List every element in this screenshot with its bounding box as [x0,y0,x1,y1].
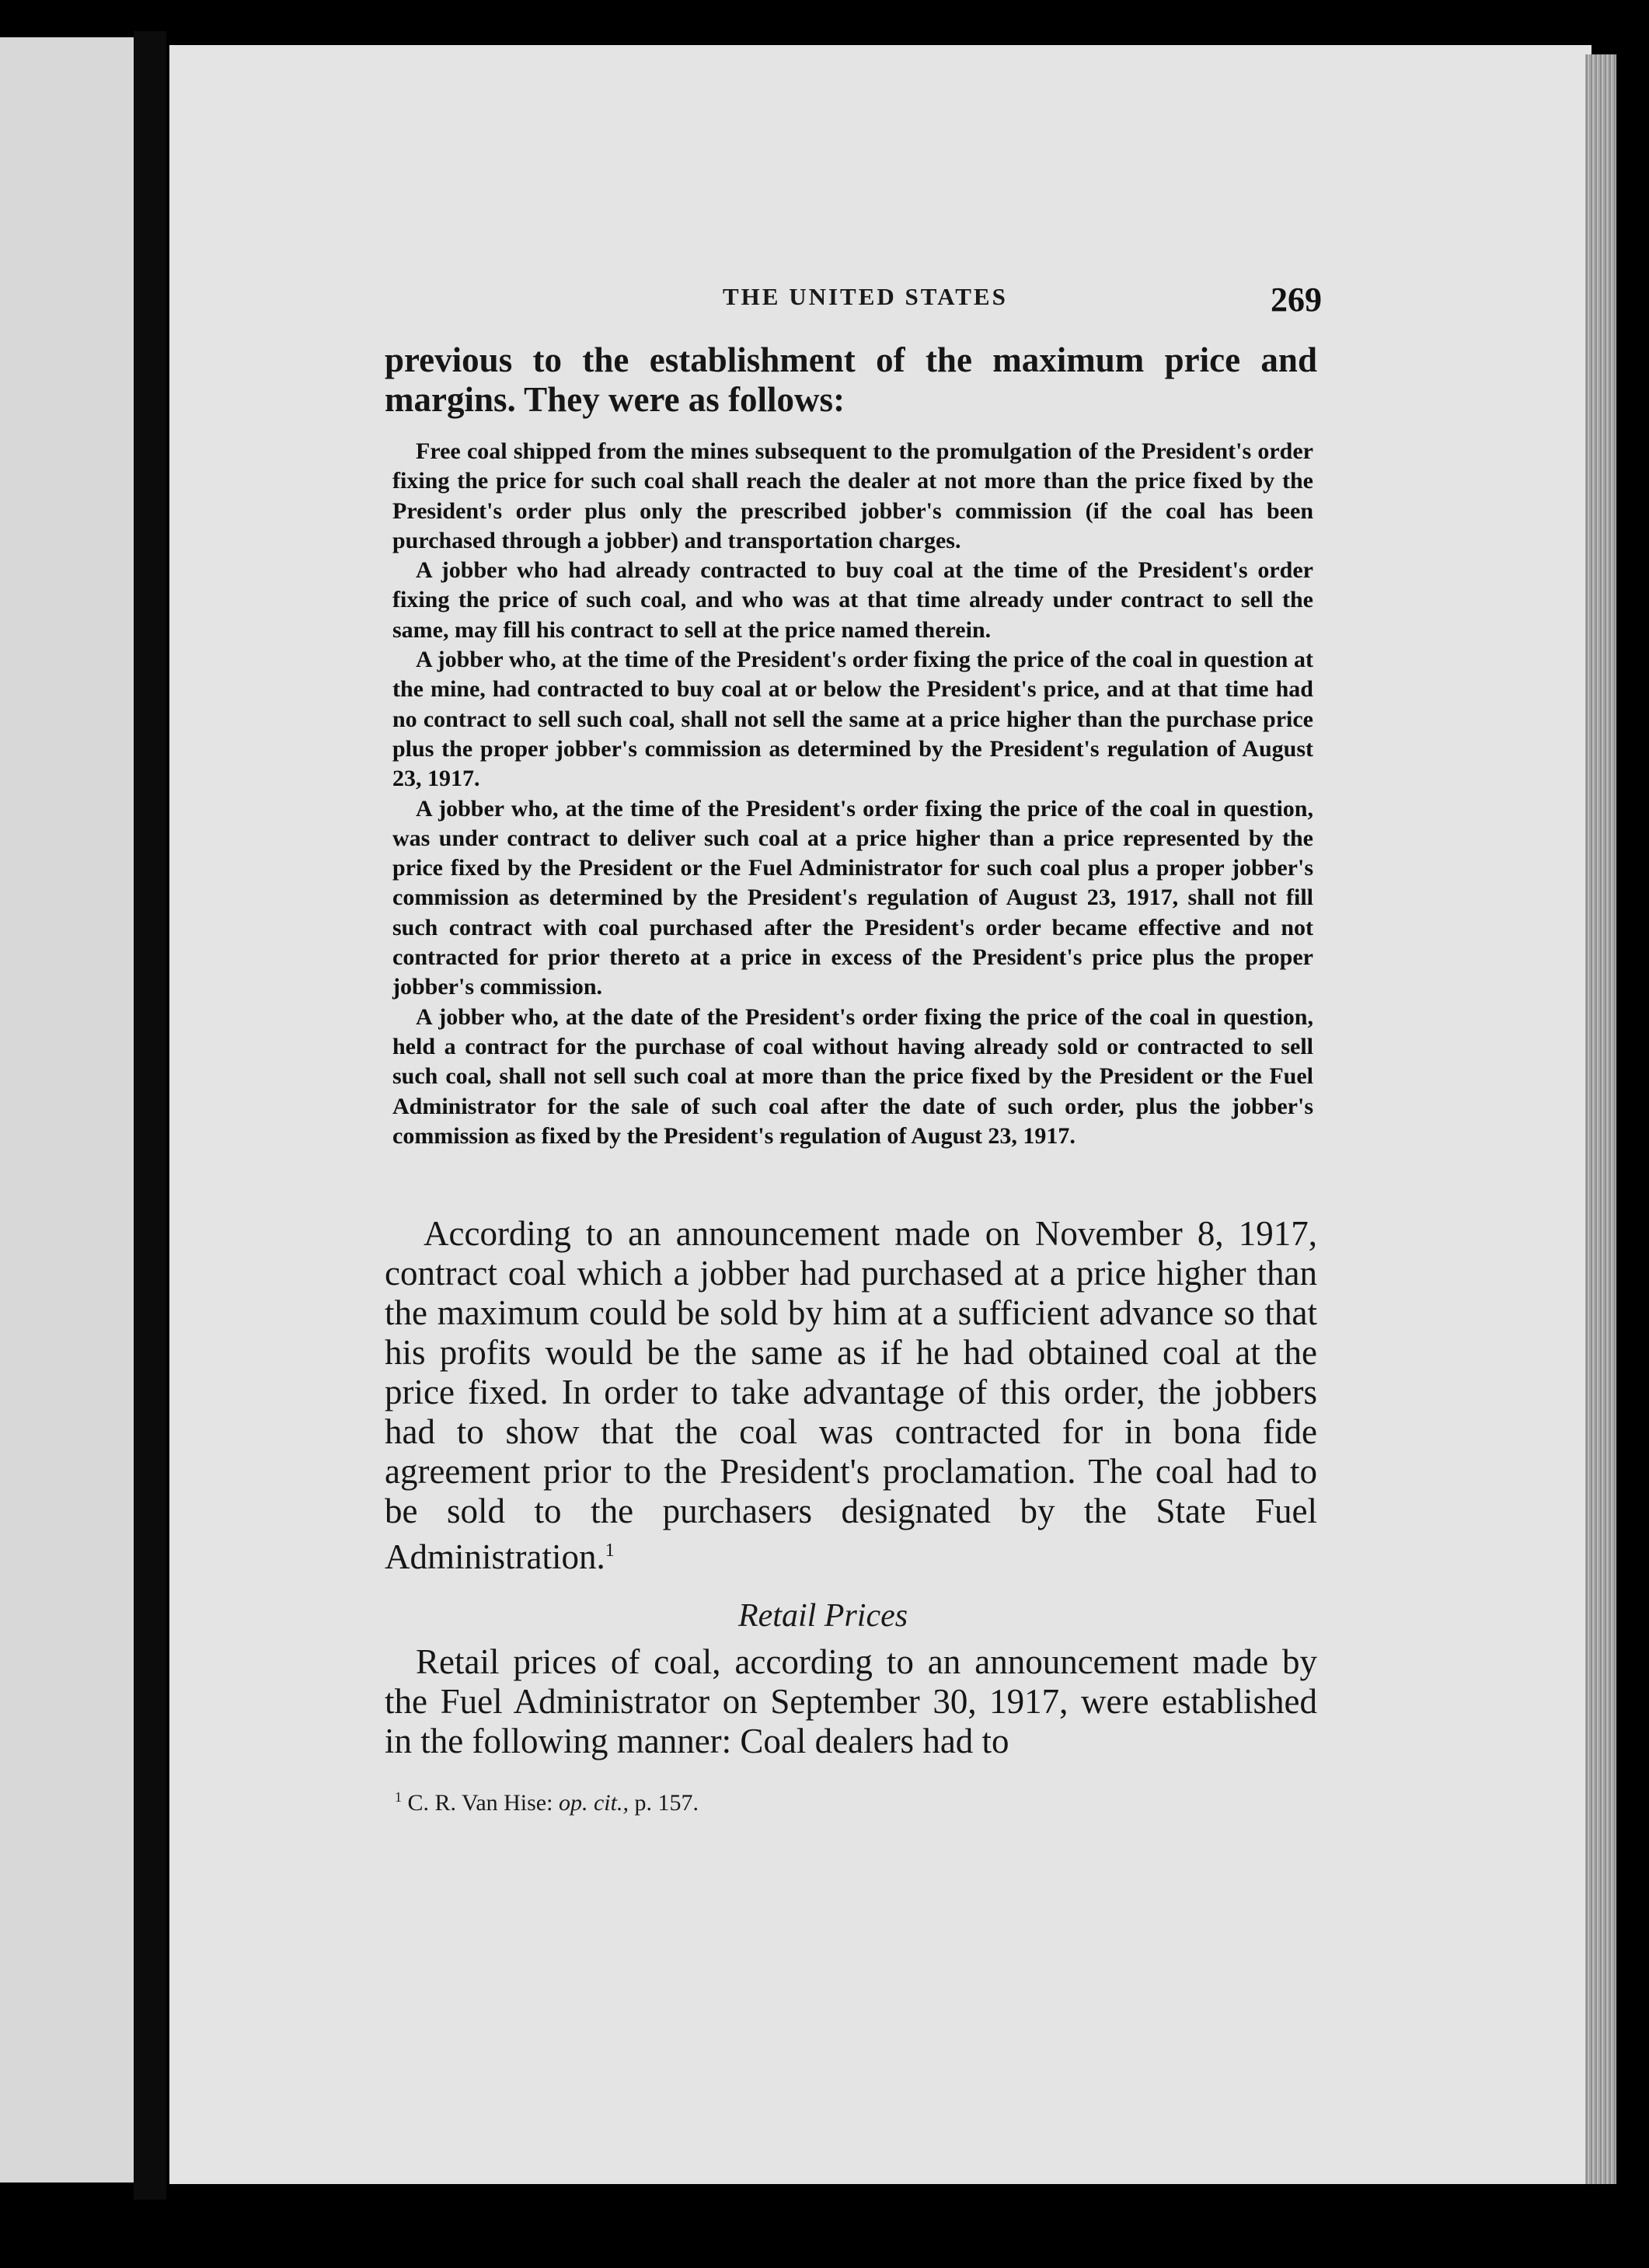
regulation-paragraph: A jobber who, at the time of the President's order fixing the price of the coal in question, was under contract to deliver such coal at a price higher than a price represented by the price fixed by the President or the Fuel Administrator for such coal plus a proper jobber's commission as determined by the President's regulation of August 23, 1917, shall not fill such contract with coal purchased after the President's order became effective and not contracted for prior thereto at a price in excess of the President's price plus the proper jobber's commission. [392,795,1313,1000]
regulation-paragraph: A jobber who, at the time of the President's order fixing the price of the coal in question at the mine, had contracted to buy coal at or below the President's price, and at that time had no contract to sell such coal, shall not sell the same at a price higher than the purchase price plus the proper jobber's commission as determined by the President's regulation of August 23, 1917. [392,647,1313,792]
facing-page [0,37,155,2183]
running-head: THE UNITED STATES [723,283,1008,310]
footnote-page: p. 157. [634,1790,699,1816]
footnote-author: C. R. Van Hise: [407,1790,553,1816]
regulation-paragraph: A jobber who, at the date of the President's order fixing the price of the coal in question, held a contract for the purchase of coal without having already sold or contracted to sell such coal, shall not sell such coal at more than the price fixed by the President or the Fuel Administrator for the sale of such coal after the date of such order, plus the jobber's commission as fixed by the President's regulation of August 23, 1917. [392,1003,1313,1149]
intro-paragraph: previous to the establishment of the maximum price and margins. They were as follows: [385,340,1317,419]
regulation-paragraph: Free coal shipped from the mines subsequent to the promulgation of the President's order fixing the price for such coal shall reach the dealer at not more than the price fixed by the President's order plus only the prescribed jobber's commission (if the coal has been purchased through a jobber) and transportation charges. [392,438,1313,553]
footnote-reference: 1 [605,1540,615,1561]
regulation-paragraph: A jobber who had already contracted to buy coal at the time of the President's order fixing the price of such coal, and who was at that time already under contract to sell the same, may fill his contract to sell at the price named therein. [392,557,1313,643]
footnote-marker: 1 [395,1789,402,1805]
footnote-citation: op. cit., [558,1790,629,1816]
quoted-regulations [392,437,1313,1151]
footnote [395,1789,699,1816]
page-edges [1585,54,1616,2184]
book-gutter [134,31,166,2200]
retail-paragraph: Retail prices of coal, according to an announcement made by the Fuel Administrator on September 30, 1917, were established in the following manner: Coal dealers had to [385,1642,1317,1760]
section-heading: Retail Prices [738,1598,908,1634]
november-paragraph-text: According to an announcement made on November 8, 1917, contract coal which a jobber had purchased at a price higher than the maximum could be sold by him at a sufficient advance so that his profits would be the same as if he had obtained coal at the price fixed. In order to take advantage of this order, the jobbers had to show that the coal was contracted for in bona fide agreement prior to the President's proclamation. The coal had to be sold to the purchasers designated by the State Fuel Administration. [385,1214,1317,1576]
page-number: 269 [1271,281,1322,319]
november-paragraph [385,1214,1317,1577]
